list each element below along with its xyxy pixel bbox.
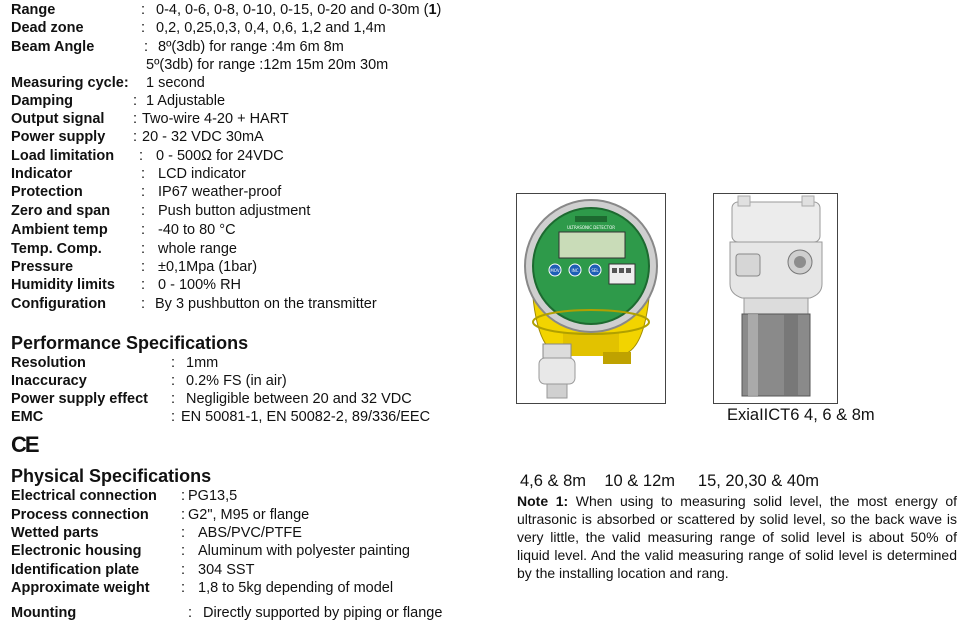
spec-key: EMC	[11, 409, 44, 425]
spec-key: Power supply effect	[11, 391, 148, 407]
spec-key: Dead zone	[11, 20, 84, 36]
spec-key: Pressure	[11, 259, 74, 275]
spec-sep: :	[181, 525, 186, 541]
spec-key: Ambient temp	[11, 222, 108, 238]
spec-value: 1 second	[146, 75, 205, 91]
spec-sep: :	[181, 562, 186, 578]
spec-value: 0 - 500Ω for 24VDC	[156, 148, 284, 164]
spec-value: Two-wire 4-20 + HART	[142, 111, 289, 127]
spec-sep: :	[141, 2, 146, 18]
spec-sep: :	[141, 277, 146, 293]
spec-key: Temp. Comp.	[11, 241, 102, 257]
spec-value: 1mm	[186, 355, 219, 371]
spec-key: Indicator	[11, 166, 73, 182]
spec-key: Electrical connection	[11, 488, 157, 504]
spec-key: Inaccuracy	[11, 373, 87, 389]
spec-value: Negligible between 20 and 32 VDC	[186, 391, 412, 407]
ce-mark: CE	[11, 432, 38, 457]
spec-sep: :	[188, 605, 193, 621]
spec-sep: :	[141, 184, 146, 200]
spec-value: 0 - 100% RH	[158, 277, 242, 293]
spec-value: 5º(3db) for range :12m 15m 20m 30m	[146, 57, 389, 73]
spec-key: Output signal	[11, 111, 105, 127]
spec-key: Mounting	[11, 605, 77, 621]
spec-value: 0.2% FS (in air)	[186, 373, 287, 389]
spec-key: Electronic housing	[11, 543, 142, 559]
note-label: Note 1:	[517, 493, 569, 509]
physical-heading: Physical Specifications	[11, 466, 212, 486]
spec-value: -40 to 80 °C	[158, 222, 236, 238]
spec-sep: :	[181, 507, 186, 523]
spec-value: PG13,5	[188, 488, 238, 504]
spec-sep: :	[144, 39, 149, 55]
spec-value: G2", M95 or flange	[188, 507, 310, 523]
mov-button-label: MOV	[550, 268, 560, 273]
transmitter-photo-steel	[713, 193, 838, 404]
spec-value: 0,2, 0,25,0,3, 0,4, 0,6, 1,2 and 1,4m	[156, 20, 386, 36]
spec-value: 1,8 to 5kg depending of model	[198, 580, 394, 596]
spec-value: IP67 weather-proof	[158, 184, 282, 200]
spec-value: 304 SST	[198, 562, 255, 578]
spec-value: By 3 pushbutton on the transmitter	[155, 296, 377, 312]
spec-key: Load limitation	[11, 148, 115, 164]
note-text: When using to measuring solid level, the most energy of ultrasonic is absorbed or scattered by solid level, so the back wave is very little, the valid measuring range of solid level is about 50% of liquid level. And the valid measuring range of solid level is determined by the installing location and rang.	[517, 493, 957, 581]
spec-sep: :	[171, 355, 176, 371]
spec-sep: :	[141, 222, 146, 238]
spec-key: Protection	[11, 184, 83, 200]
spec-value: ABS/PVC/PTFE	[198, 525, 302, 541]
spec-key: Zero and span	[11, 203, 111, 219]
range-captions: 4,6 & 8m 10 & 12m 15, 20,30 & 40m	[520, 472, 819, 490]
spec-value: 0-4, 0-6, 0-8, 0-10, 0-15, 0-20 and 0-30m (1)	[156, 2, 442, 18]
spec-value: Push button adjustment	[158, 203, 311, 219]
spec-key: Approximate weight	[11, 580, 150, 596]
spec-key: Configuration	[11, 296, 107, 312]
spec-value: 1 Adjustable	[146, 93, 226, 109]
spec-sep: :	[133, 111, 138, 127]
spec-key: Power supply	[11, 129, 106, 145]
spec-sep: :	[171, 391, 176, 407]
device-label: ULTRASONIC DETECTOR	[566, 225, 616, 230]
spec-key: Range	[11, 2, 56, 18]
lcd-transmitter-image	[517, 194, 665, 403]
spec-key: Damping	[11, 93, 74, 109]
performance-heading: Performance Specifications	[11, 333, 249, 353]
spec-sep: :	[171, 373, 176, 389]
transmitter-photo-lcd	[516, 193, 666, 404]
spec-sep: :	[181, 488, 186, 504]
spec-sep: :	[139, 148, 144, 164]
inc-button-label: INC	[571, 268, 579, 273]
steel-transmitter-image	[714, 194, 837, 403]
spec-value: Aluminum with polyester painting	[198, 543, 410, 559]
spec-key: Beam Angle	[11, 39, 95, 55]
sel-button-label: SEL	[591, 268, 599, 273]
spec-sep: :	[133, 129, 138, 145]
spec-value: Directly supported by piping or flange	[203, 605, 443, 621]
spec-value: LCD indicator	[158, 166, 246, 182]
steel-transmitter-caption: ExiaIICT6 4, 6 & 8m	[727, 406, 875, 424]
spec-value: 20 - 32 VDC 30mA	[142, 129, 264, 145]
spec-value: EN 50081-1, EN 50082-2, 89/336/EEC	[181, 409, 431, 425]
spec-sep: :	[141, 259, 146, 275]
spec-value: 8º(3db) for range :4m 6m 8m	[158, 39, 344, 55]
spec-key: Measuring cycle:	[11, 75, 129, 91]
spec-key: Resolution	[11, 355, 86, 371]
spec-key: Identification plate	[11, 562, 140, 578]
spec-key: Process connection	[11, 507, 149, 523]
spec-key: Humidity limits	[11, 277, 115, 293]
spec-sep: :	[141, 241, 146, 257]
spec-sep: :	[171, 409, 176, 425]
spec-sep: :	[141, 296, 146, 312]
spec-value: ±0,1Mpa (1bar)	[158, 259, 258, 275]
spec-key: Wetted parts	[11, 525, 99, 541]
spec-value: whole range	[158, 241, 237, 257]
spec-sep: :	[141, 203, 146, 219]
spec-sep: :	[133, 93, 138, 109]
spec-sep: :	[181, 543, 186, 559]
spec-sep: :	[141, 166, 146, 182]
spec-sep: :	[181, 580, 186, 596]
note-paragraph	[517, 492, 957, 582]
spec-sep: :	[141, 20, 146, 36]
